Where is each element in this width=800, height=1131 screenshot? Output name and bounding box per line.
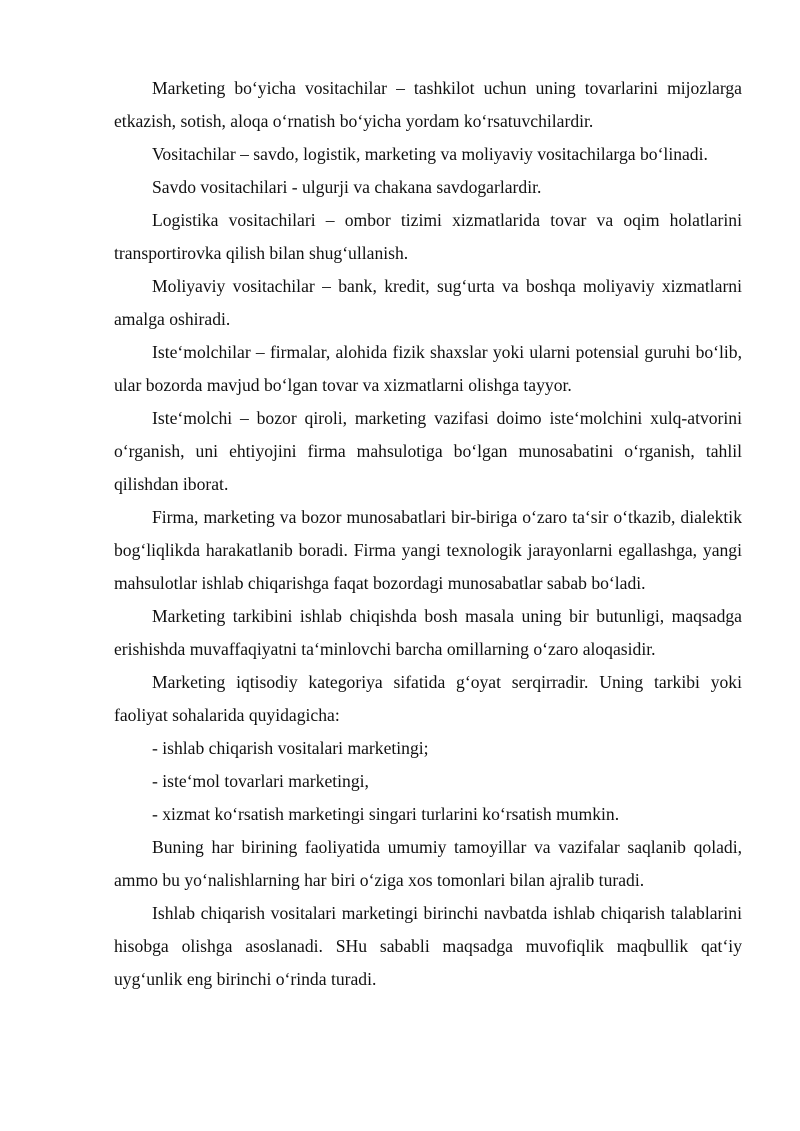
- paragraph-logistics-intermediaries: Logistika vositachilari – ombor tizimi xizmatlarida tovar va oqim holatlarini transportirovka qilish bilan shug‘ullanish.: [114, 210, 742, 263]
- paragraph-marketing-category: Marketing iqtisodiy kategoriya sifatida g‘oyat serqirradir. Uning tarkibi yoki faoliyat sohalarida quyidagicha:: [114, 672, 742, 725]
- paragraph-common-principles: Buning har birining faoliyatida umumiy tamoyillar va vazifalar saqlanib qoladi, ammo bu yo‘nalishlarning har biri o‘ziga xos tomonlari bilan ajralib turadi.: [114, 837, 742, 890]
- list-item-production-marketing: - ishlab chiqarish vositalari marketingi;: [152, 738, 429, 758]
- paragraph-financial-intermediaries: Moliyaviy vositachilar – bank, kredit, sug‘urta va boshqa moliyaviy xizmatlarni amalga oshiradi.: [114, 276, 742, 329]
- paragraph-intermediaries: Marketing bo‘yicha vositachilar – tashkilot uchun uning tovarlarini mijozlarga etkazish, sotish, aloqa o‘rnatish bo‘yicha yordam ko‘rsatuvchilardir.: [114, 78, 742, 131]
- paragraph-marketing-structure: Marketing tarkibini ishlab chiqishda bosh masala uning bir butunligi, maqsadga erishishda muvaffaqiyatni ta‘minlovchi barcha omillarning o‘zaro aloqasidir.: [114, 606, 742, 659]
- list-item-services-marketing: - xizmat ko‘rsatish marketingi singari turlarini ko‘rsatish mumkin.: [152, 804, 620, 824]
- paragraph-production-means-marketing: Ishlab chiqarish vositalari marketingi birinchi navbatda ishlab chiqarish talablarini hisobga olishga asoslanadi. SHu sababli maqsadga muvofiqlik maqbullik qat‘iy uyg‘unlik eng birinchi o‘rinda turadi.: [114, 903, 742, 989]
- paragraph-intermediary-types: Vositachilar – savdo, logistik, marketing va moliyaviy vositachilarga bo‘linadi.: [152, 144, 708, 164]
- document-page: [114, 72, 742, 996]
- paragraph-trade-intermediaries: Savdo vositachilari - ulgurji va chakana savdogarlardir.: [152, 177, 542, 197]
- list-item-consumer-goods-marketing: - iste‘mol tovarlari marketingi,: [152, 771, 369, 791]
- paragraph-consumer-king: Iste‘molchi – bozor qiroli, marketing vazifasi doimo iste‘molchini xulq-atvorini o‘rganish, uni ehtiyojini firma mahsulotiga bo‘lgan munosabatini o‘rganish, tahlil qilishdan iborat.: [114, 408, 742, 494]
- paragraph-firm-market-relations: Firma, marketing va bozor munosabatlari bir-biriga o‘zaro ta‘sir o‘tkazib, dialektik bog‘liqlikda harakatlanib boradi. Firma yangi texnologik jarayonlarni egallashga, yangi mahsulotlar ishlab chiqarishga faqat bozordagi munosabatlar sabab bo‘ladi.: [114, 507, 742, 593]
- paragraph-consumers: Iste‘molchilar – firmalar, alohida fizik shaxslar yoki ularni potensial guruhi bo‘lib, ular bozorda mavjud bo‘lgan tovar va xizmatlarni olishga tayyor.: [114, 342, 742, 395]
